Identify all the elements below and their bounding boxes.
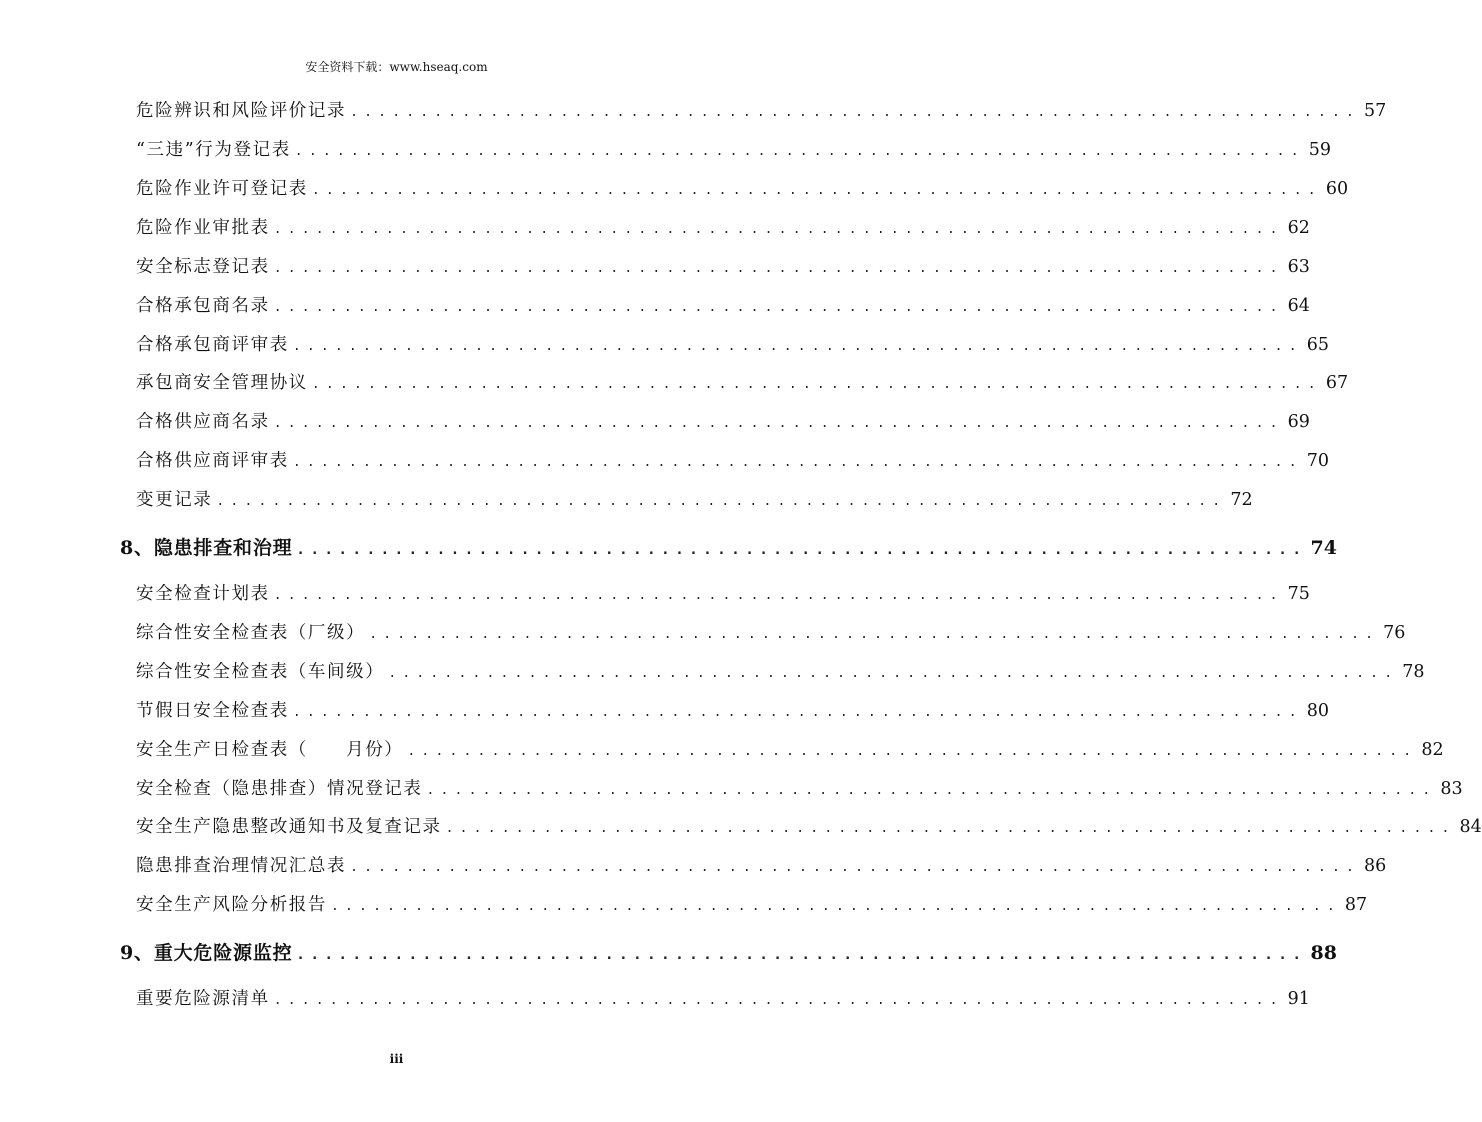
toc-section-page: 74	[1310, 537, 1337, 559]
dot-leader: ........................................................................	[407, 744, 1418, 759]
toc-entry-page: 91	[1287, 989, 1310, 1009]
toc-entry-page: 60	[1325, 179, 1349, 199]
dot-leader: ........................................................................	[273, 993, 1284, 1008]
toc-entry-page: 59	[1308, 140, 1331, 160]
dot-leader: ........................................................................	[273, 300, 1284, 315]
toc-entry-page: 70	[1306, 451, 1330, 471]
toc-entry[interactable]	[136, 447, 1330, 472]
toc-section-page: 88	[1310, 942, 1337, 964]
dot-leader: ........................................................................	[369, 627, 1380, 642]
toc-entry-title: 合格承包商名录	[136, 296, 270, 316]
toc-entry[interactable]	[136, 775, 1463, 800]
dot-leader: ........................................................................	[294, 144, 1305, 159]
toc-entry-page: 82	[1421, 740, 1444, 760]
toc-entry-page: 63	[1287, 257, 1310, 277]
dot-leader: ........................................................................	[350, 860, 1361, 875]
toc-entry-page: 83	[1440, 779, 1463, 799]
toc-entry-title: 承包商安全管理协议	[136, 373, 308, 393]
toc-entry-title: 安全标志登记表	[136, 257, 270, 277]
toc-entry[interactable]	[136, 813, 1482, 838]
toc-entry[interactable]	[136, 253, 1310, 278]
toc-entry[interactable]	[136, 852, 1387, 877]
toc-entry-title: 综合性安全检查表（厂级）	[136, 623, 366, 643]
toc-entry-page: 65	[1306, 335, 1330, 355]
toc-entry-page: 64	[1287, 296, 1310, 316]
toc-entry-title: 变更记录	[136, 490, 213, 510]
toc-entry[interactable]	[136, 486, 1253, 511]
toc-entry[interactable]	[136, 985, 1310, 1010]
dot-leader: ........................................................................	[296, 947, 1307, 963]
toc-section-heading[interactable]	[120, 938, 1337, 965]
dot-leader: ........................................................................	[273, 222, 1284, 237]
toc-entry-page: 75	[1287, 584, 1310, 604]
toc-entry-title: 安全生产风险分析报告	[136, 895, 327, 915]
toc-entry[interactable]	[136, 292, 1310, 317]
toc-entry-page: 72	[1230, 490, 1253, 510]
toc-entry-title: 安全生产日检查表（ 月份）	[136, 740, 404, 760]
toc-entry-title: 合格承包商评审表	[136, 335, 289, 355]
toc-entry-title: 危险作业许可登记表	[136, 179, 308, 199]
dot-leader: ........................................................................	[292, 455, 1303, 470]
toc-entry-title: 节假日安全检查表	[136, 701, 289, 721]
dot-leader: ........................................................................	[445, 821, 1456, 836]
toc-entry-page: 57	[1364, 101, 1387, 121]
toc-entry-title: 合格供应商评审表	[136, 451, 289, 471]
dot-leader: ........................................................................	[292, 339, 1303, 354]
toc-entry[interactable]	[136, 658, 1425, 683]
toc-entry[interactable]	[136, 408, 1310, 433]
dot-leader: ........................................................................	[388, 666, 1399, 681]
dot-leader: ........................................................................	[350, 105, 1361, 120]
toc-section-title: 9、重大危险源监控	[120, 942, 293, 964]
page-header: 安全资料下载：www.hseaq.com	[305, 60, 488, 74]
toc-entry-title: 重要危险源清单	[136, 989, 270, 1009]
toc-entry[interactable]	[136, 736, 1444, 761]
dot-leader: ........................................................................	[331, 899, 1341, 914]
toc-entry-page: 67	[1325, 373, 1349, 393]
toc-entry-page: 62	[1287, 218, 1310, 238]
toc-entry-title: 安全生产隐患整改通知书及复查记录	[136, 817, 442, 837]
dot-leader: ........................................................................	[273, 588, 1284, 603]
toc-entry[interactable]	[136, 619, 1406, 644]
toc-entry[interactable]	[136, 175, 1349, 200]
toc-entry[interactable]	[136, 891, 1368, 916]
dot-leader: ........................................................................	[311, 377, 1322, 392]
dot-leader: ........................................................................	[216, 494, 1227, 509]
toc-entry-title: “三违”行为登记表	[136, 140, 291, 160]
toc-entry-page: 80	[1306, 701, 1330, 721]
toc-entry-page: 78	[1402, 662, 1425, 682]
toc-entry[interactable]	[136, 97, 1387, 122]
dot-leader: ........................................................................	[296, 542, 1307, 558]
toc-entry-page: 76	[1383, 623, 1406, 643]
toc-entry[interactable]	[136, 697, 1330, 722]
toc-section-title: 8、隐患排查和治理	[120, 537, 293, 559]
toc-entry-title: 危险辨识和风险评价记录	[136, 101, 347, 121]
dot-leader: ........................................................................	[273, 261, 1284, 276]
toc-entry[interactable]	[136, 214, 1310, 239]
toc-entry-title: 合格供应商名录	[136, 412, 270, 432]
toc-entry-page: 87	[1344, 895, 1368, 915]
page-number: iii	[389, 1052, 404, 1066]
toc-entry[interactable]	[136, 580, 1310, 605]
dot-leader: ........................................................................	[426, 783, 1437, 798]
toc-entry-page: 69	[1287, 412, 1310, 432]
toc-entry-title: 安全检查计划表	[136, 584, 270, 604]
dot-leader: ........................................................................	[311, 183, 1322, 198]
toc-entry-title: 综合性安全检查表（车间级）	[136, 662, 385, 682]
toc-entry-page: 84	[1459, 817, 1482, 837]
toc-entry-page: 86	[1364, 856, 1387, 876]
toc-section-heading[interactable]	[120, 533, 1337, 560]
toc-entry[interactable]	[136, 331, 1330, 356]
toc-entry[interactable]	[136, 136, 1331, 161]
toc-entry[interactable]	[136, 369, 1349, 394]
toc-entry-title: 危险作业审批表	[136, 218, 270, 238]
toc-entry-title: 隐患排查治理情况汇总表	[136, 856, 347, 876]
dot-leader: ........................................................................	[273, 416, 1284, 431]
toc-entry-title: 安全检查（隐患排查）情况登记表	[136, 779, 423, 799]
dot-leader: ........................................................................	[292, 705, 1303, 720]
